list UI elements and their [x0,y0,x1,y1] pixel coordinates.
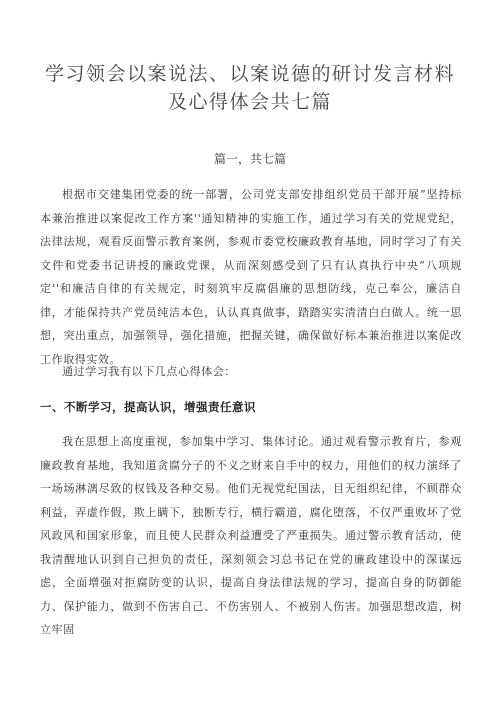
document-subtitle: 篇一，共七篇 [213,152,286,166]
section-heading: 一、不断学习，提高认识，增强责任意识 [40,400,256,414]
document-title: 学习领会以案说法、以案说德的研讨发言材料及心得体会共七篇 [44,63,455,113]
body-paragraph: 根据市交建集团党委的统一部署，公司党支部安排组织党员干部开展”坚持标本兼治推进以案促改工作方案''通知精神的实施工作，通过学习有关的党规党纪，法律法规，观看反面警示教育案例，参观市委党校廉政教育基地，同时学习了有关文件和党委书记讲授的廉政党课，从而深刻感受到了只有认真执行中央“八项规定''和廉洁自律的有关规定，时刻筑牢反腐倡廉的思想防线，克己奉公，廉洁自律，才能保持共产党员纯洁本色，认认真真做事，踏踏实实清清白白做人。统一思想，突出重点，加强领导，强化措施，把握关键，确保做好标本兼治推进以案促改工作取得实效。 [40,188,462,366]
body-paragraph: 通过学习我有以下几点心得体会： [62,365,236,378]
body-paragraph: 我在思想上高度重视，参加集中学习、集体讨论。通过观看警示教育片，参观廉政教育基地，我知道贪腐分子的不义之财来自手中的权力，用他们的权力演绎了一场场淋漓尽致的权钱及各种交易。他们无视党纪国法，目无组织纪律，不顾群众利益，弄虚作假，欺上瞒下，独断专行，横行霸道，腐化堕落，不仅严重败坏了党风政风和国家形象，而且使人民群众利益遭受了严重损失。通过警示教育活动，使我清醒地认识到自己担负的责任，深刻领会习总书记在党的廉政建设中的深谋远虑，全面增强对拒腐防变的认识，提高自身法律法规的学习，提高自身的防御能力、保护能力，做到不伤害自己、不伤害别人、不被别人伤害。加强思想改造，树立牢固 [40,435,462,636]
